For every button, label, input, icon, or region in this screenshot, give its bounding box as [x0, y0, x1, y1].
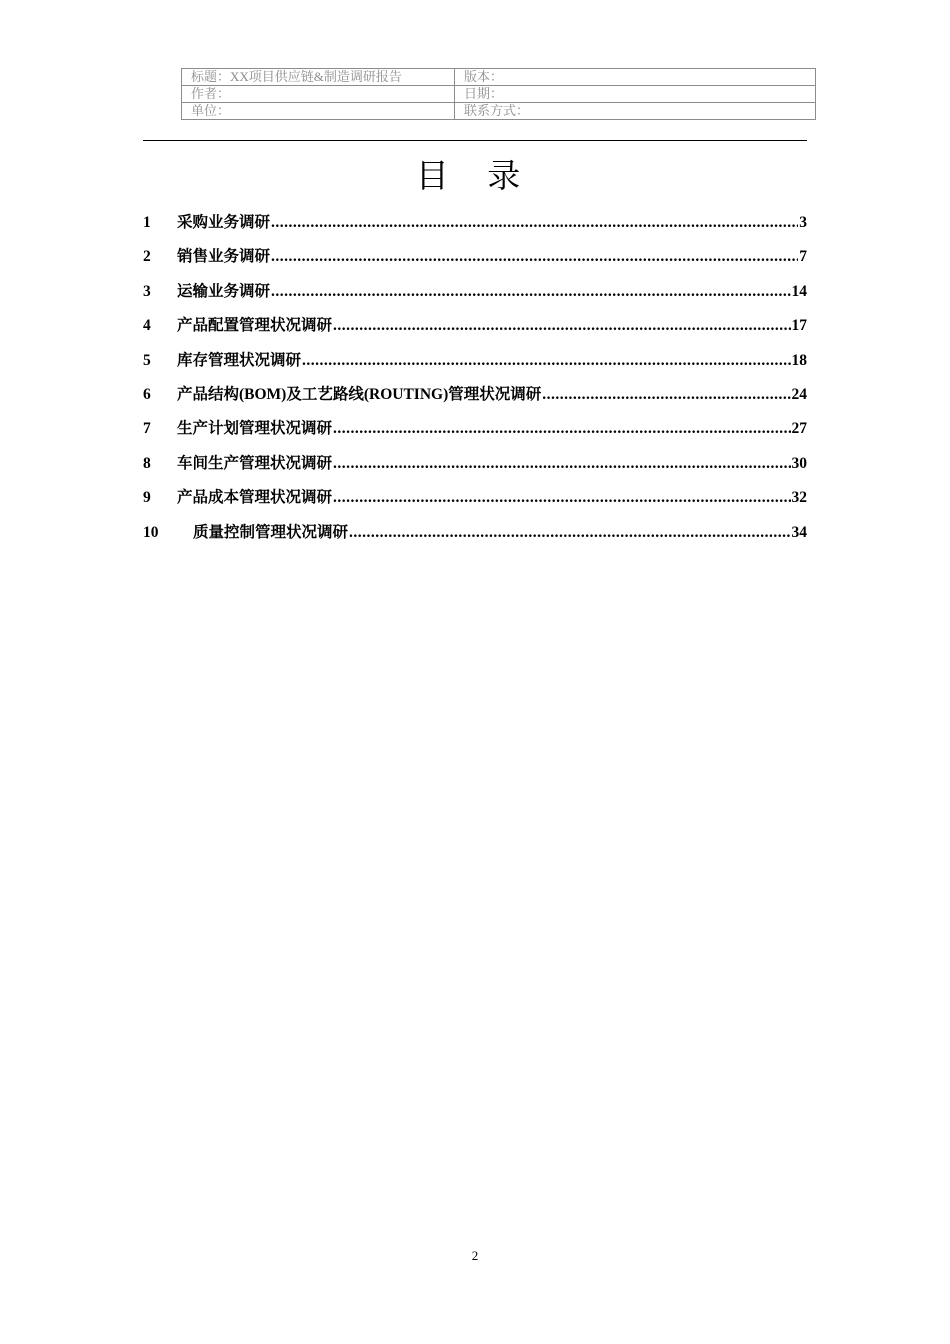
toc-entry-page: 17: [791, 317, 807, 335]
toc-entry[interactable]: [143, 485, 807, 519]
toc-entry[interactable]: [143, 451, 807, 485]
page-number: 2: [471, 1248, 479, 1263]
toc-entry[interactable]: [143, 520, 807, 554]
header-author: 作者：: [182, 86, 455, 103]
header-date: 日期：: [455, 86, 816, 103]
toc-entry-label: 产品结构(BOM)及工艺路线(ROUTING)管理状况调研: [177, 385, 542, 403]
toc-entry-page: 7: [799, 248, 807, 266]
toc-entry-label: 质量控制管理状况调研: [193, 523, 349, 541]
toc-entry-label: 采购业务调研: [177, 214, 271, 231]
toc-entry-number: 1: [143, 214, 151, 231]
header-unit: 单位：: [182, 103, 455, 120]
toc-entry-page: 24: [791, 385, 807, 403]
toc-entry[interactable]: [143, 382, 807, 416]
toc-leader-dots: [349, 520, 790, 546]
header-title: 标题：XX项目供应链&制造调研报告: [182, 69, 455, 86]
toc-entry-label: 产品成本管理状况调研: [177, 489, 333, 507]
toc-entry[interactable]: [143, 279, 807, 313]
toc-leader-dots: [333, 485, 790, 511]
toc-entry-page: 34: [791, 523, 807, 541]
toc-leader-dots: [542, 382, 790, 408]
toc-entry[interactable]: [143, 416, 807, 450]
toc-entry-number: 3: [143, 282, 151, 300]
toc-leader-dots: [333, 416, 790, 442]
toc-entry-page: 32: [791, 489, 807, 507]
toc-leader-dots: [333, 313, 790, 339]
toc-entry-number: 2: [143, 248, 151, 266]
toc-entry-number: 7: [143, 420, 151, 438]
toc-entry-label: 车间生产管理状况调研: [177, 454, 333, 472]
toc-entry[interactable]: [143, 348, 807, 382]
toc-entry-page: 30: [791, 454, 807, 472]
toc-entry[interactable]: [143, 313, 807, 347]
toc-entry[interactable]: [143, 210, 807, 244]
toc-entry-page: 3: [799, 214, 807, 231]
toc-entry-number: 4: [143, 317, 151, 335]
toc-leader-dots: [271, 244, 798, 270]
toc-entry-number: 5: [143, 351, 151, 369]
toc-entry-label: 销售业务调研: [177, 248, 271, 266]
toc-leader-dots: [271, 210, 798, 236]
toc-entry-label: 库存管理状况调研: [177, 351, 302, 369]
header-divider: [143, 140, 807, 141]
header-version: 版本：: [455, 69, 816, 86]
toc-leader-dots: [271, 279, 790, 305]
header-contact: 联系方式：: [455, 103, 816, 120]
toc-entry-page: 18: [791, 351, 807, 369]
toc-leader-dots: [302, 348, 790, 374]
toc-entry[interactable]: [143, 244, 807, 278]
toc-entry-label: 产品配置管理状况调研: [177, 317, 333, 335]
toc-entry-label: 运输业务调研: [177, 282, 271, 300]
toc-entry-number: 8: [143, 454, 151, 472]
toc-leader-dots: [333, 451, 790, 477]
toc-entry-number: 6: [143, 385, 151, 403]
document-header-table: [181, 68, 816, 120]
toc-entry-number: 9: [143, 489, 151, 507]
toc-title: 目 录: [415, 156, 535, 195]
toc-entry-page: 14: [791, 282, 807, 300]
table-of-contents: [143, 210, 807, 554]
toc-entry-label: 生产计划管理状况调研: [177, 420, 333, 438]
toc-entry-page: 27: [791, 420, 807, 438]
toc-entry-number: 10: [143, 523, 159, 541]
